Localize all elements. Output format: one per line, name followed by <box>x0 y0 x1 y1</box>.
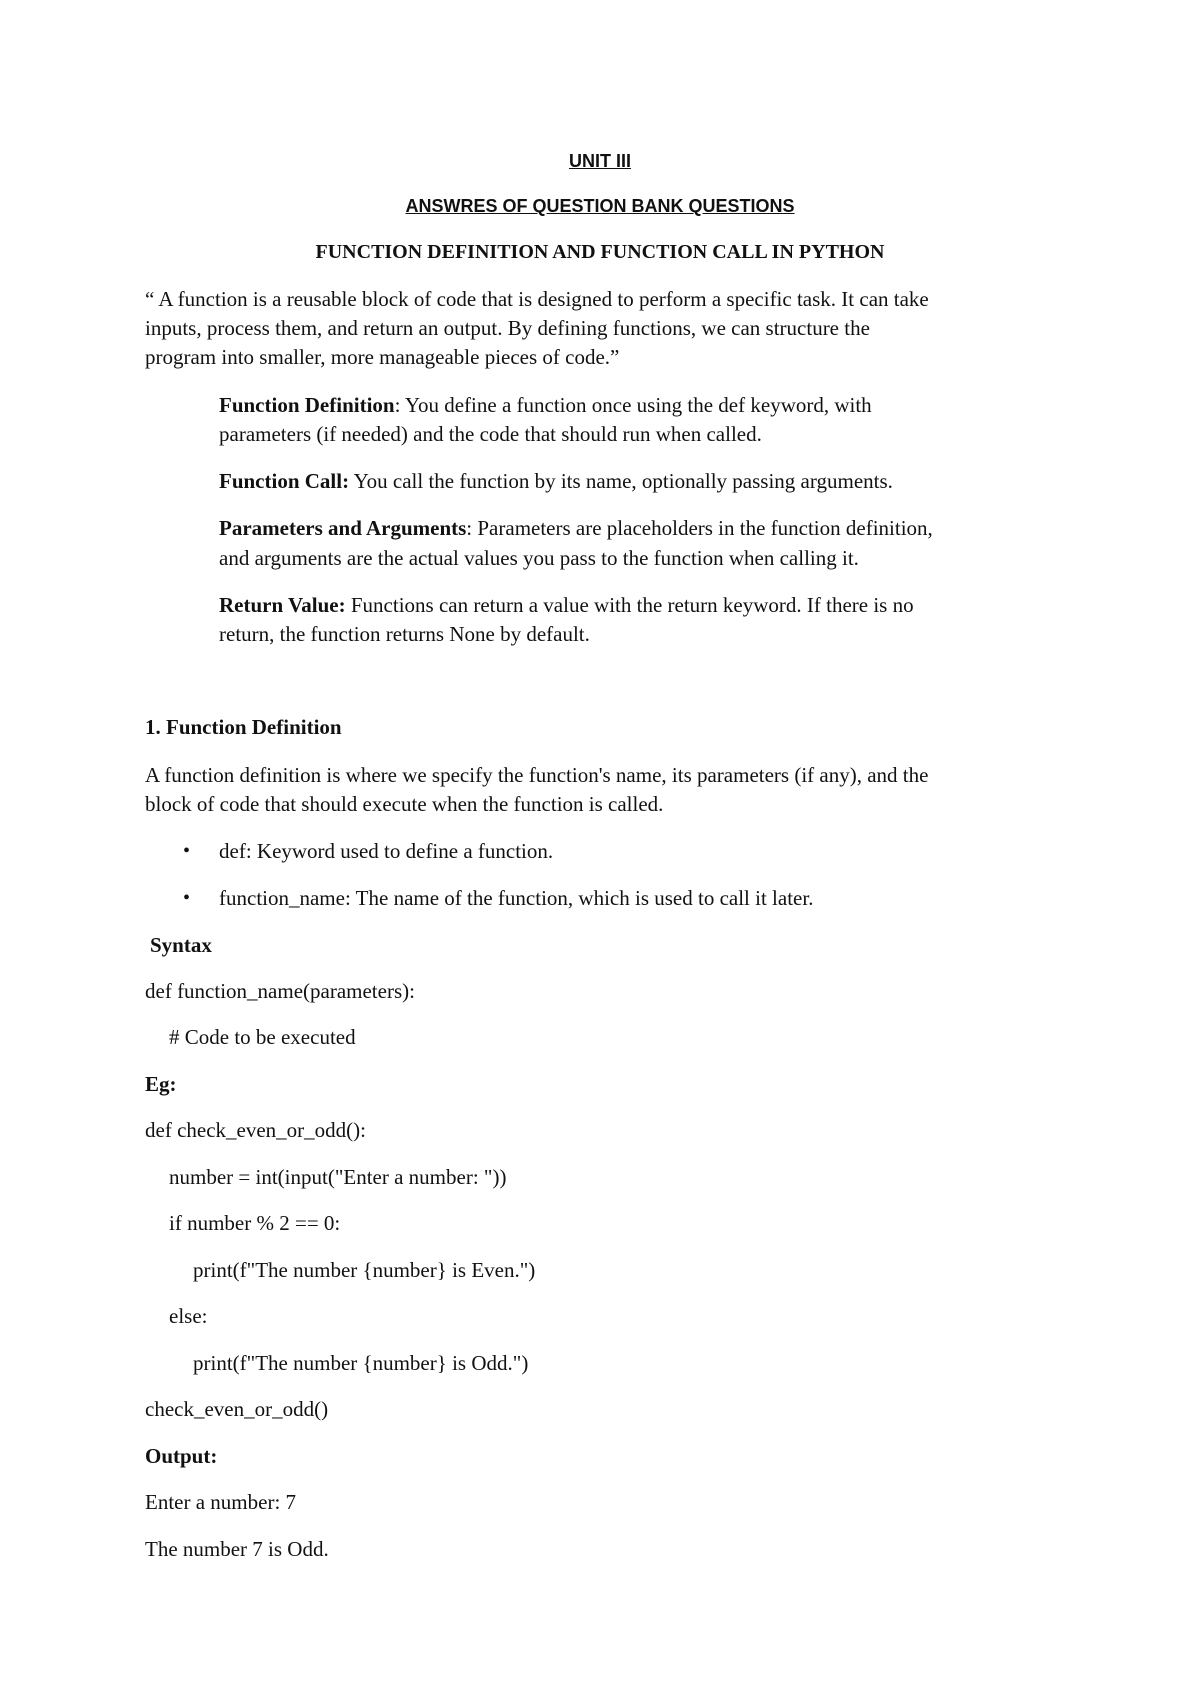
concept-text: You call the function by its name, optionally passing arguments. <box>349 469 893 493</box>
concept-text: : You define a function once using the def keyword, with <box>394 393 872 417</box>
intro-line: “ A function is a reusable block of code that is designed to perform a specific task. It can take <box>145 287 929 311</box>
concept-function-call <box>219 468 893 494</box>
concept-text: parameters (if needed) and the code that should run when called. <box>219 422 762 446</box>
code-line: else: <box>169 1304 208 1328</box>
output-line: The number 7 is Odd. <box>145 1537 329 1561</box>
code-line: print(f"The number {number} is Even.") <box>193 1258 536 1282</box>
intro-line: program into smaller, more manageable pieces of code.” <box>145 345 620 369</box>
list-item: function_name: The name of the function, which is used to call it later. <box>219 886 814 910</box>
example-label: Eg: <box>145 1072 177 1096</box>
bullet-icon: • <box>183 887 191 909</box>
subtitle-heading: ANSWRES OF QUESTION BANK QUESTIONS <box>405 196 795 216</box>
concept-text: return, the function returns None by default. <box>219 622 590 646</box>
code-line: check_even_or_odd() <box>145 1397 329 1421</box>
concept-text: : Parameters are placeholders in the function definition, <box>466 516 933 540</box>
code-line: number = int(input("Enter a number: ")) <box>169 1165 507 1189</box>
output-label: Output: <box>145 1444 218 1468</box>
section-paragraph: block of code that should execute when the function is called. <box>145 792 664 816</box>
syntax-line: def function_name(parameters): <box>145 979 415 1003</box>
concept-term: Function Definition <box>219 393 395 417</box>
concept-function-definition <box>219 392 872 418</box>
concept-term: Parameters and Arguments <box>219 516 467 540</box>
concept-parameters-arguments <box>219 515 933 541</box>
output-line: Enter a number: 7 <box>145 1490 297 1514</box>
section-heading: 1. Function Definition <box>145 715 342 739</box>
page-title: FUNCTION DEFINITION AND FUNCTION CALL IN PYTHON <box>315 241 885 263</box>
concept-term: Function Call: <box>219 469 350 493</box>
concept-text: Functions can return a value with the return keyword. If there is no <box>345 593 914 617</box>
code-line: def check_even_or_odd(): <box>145 1118 366 1142</box>
syntax-line: # Code to be executed <box>169 1025 356 1049</box>
code-line: print(f"The number {number} is Odd.") <box>193 1351 529 1375</box>
unit-heading: UNIT III <box>569 151 631 171</box>
list-item: def: Keyword used to define a function. <box>219 839 554 863</box>
code-line: if number % 2 == 0: <box>169 1211 341 1235</box>
concept-text: and arguments are the actual values you pass to the function when calling it. <box>219 546 859 570</box>
syntax-label: Syntax <box>150 933 212 957</box>
intro-line: inputs, process them, and return an output. By defining functions, we can structure the <box>145 316 870 340</box>
concept-term: Return Value: <box>219 593 346 617</box>
section-paragraph: A function definition is where we specify the function's name, its parameters (if any), and the <box>145 763 929 787</box>
concept-return-value <box>219 592 914 618</box>
bullet-icon: • <box>183 840 191 862</box>
